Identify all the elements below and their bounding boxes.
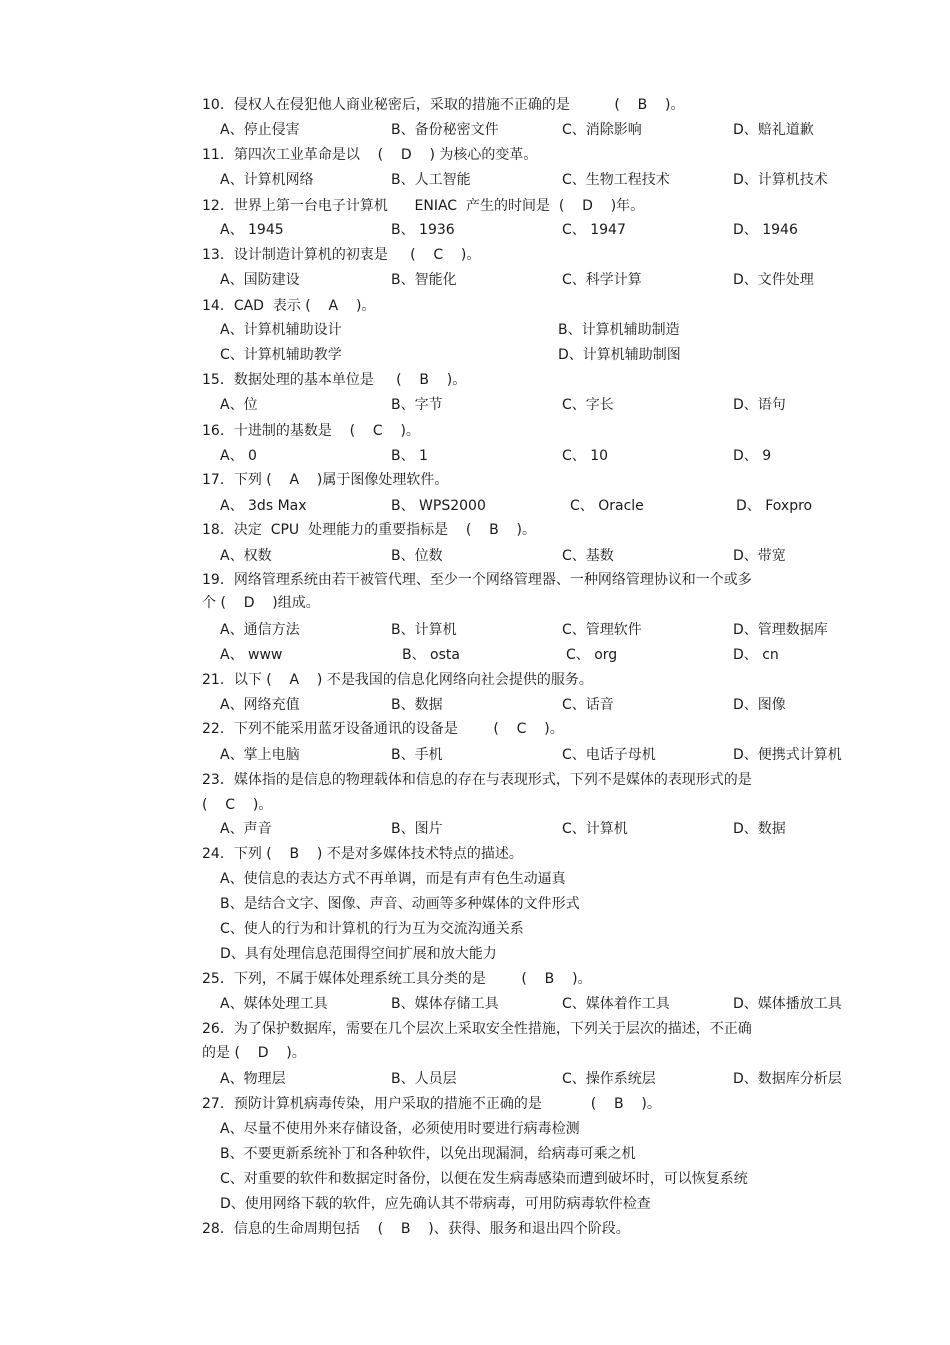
question-26-option-c: C、操作系统层 (562, 1071, 656, 1087)
question-22-option-d: D、便携式计算机 (733, 747, 842, 763)
question-19-stem-line-1: 19．网络管理系统由若干被管代理、至少一个网络管理器、一种网络管理协议和一个或多 (202, 572, 752, 588)
question-23-option-d: D、数据 (733, 821, 786, 837)
question-15-option-c: C、字长 (562, 397, 614, 413)
question-16-option-a: A、 0 (220, 448, 257, 464)
question-23-option-a: A、声音 (220, 821, 272, 837)
question-26-option-b: B、人员层 (391, 1071, 457, 1087)
question-17-stem: 17．下列 ( A )属于图像处理软件。 (202, 472, 449, 488)
question-25-option-a: A、媒体处理工具 (220, 996, 328, 1012)
question-27-option-b: B、不要更新系统补丁和各种软件，以免出现漏洞，给病毒可乘之机 (220, 1146, 636, 1162)
question-10-stem: 10．侵权人在侵犯他人商业秘密后，采取的措施不正确的是 ( B )。 (202, 97, 685, 113)
question-15-option-a: A、位 (220, 397, 258, 413)
question-19-option-d: D、管理数据库 (733, 622, 828, 638)
question-11-option-c: C、生物工程技术 (562, 172, 670, 188)
question-14-stem: 14．CAD 表示 ( A )。 (202, 298, 376, 314)
question-11-option-a: A、计算机网络 (220, 172, 314, 188)
question-18-option-b: B、位数 (391, 548, 443, 564)
question-23-option-c: C、计算机 (562, 821, 628, 837)
question-13-stem: 13．设计制造计算机的初衷是 ( C )。 (202, 247, 481, 263)
question-24-stem: 24．下列 ( B ) 不是对多媒体技术特点的描述。 (202, 846, 523, 862)
question-16-option-d: D、 9 (733, 448, 772, 464)
question-14-option-a: A、计算机辅助设计 (220, 322, 342, 338)
question-24-option-c: C、使人的行为和计算机的行为互为交流沟通关系 (220, 921, 524, 937)
question-24-option-b: B、是结合文字、图像、声音、动画等多种媒体的文件形式 (220, 896, 580, 912)
question-14-option-b: B、计算机辅助制造 (558, 322, 680, 338)
question-25-option-b: B、媒体存储工具 (391, 996, 499, 1012)
question-11-stem: 11．第四次工业革命是以 ( D ) 为核心的变革。 (202, 147, 538, 163)
question-19-option-c: C、管理软件 (562, 622, 642, 638)
question-21-option-b: B、数据 (391, 697, 443, 713)
question-10-option-a: A、停止侵害 (220, 122, 300, 138)
question-24-option-a: A、使信息的表达方式不再单调，而是有声有色生动逼真 (220, 871, 566, 887)
question-13-option-a: A、国防建设 (220, 272, 300, 288)
question-12-stem: 12．世界上第一台电子计算机 ENIAC 产生的时间是 ( D )年。 (202, 198, 645, 214)
question-16-option-c: C、 10 (562, 448, 609, 464)
question-17-option-b: B、 WPS2000 (391, 498, 486, 514)
question-10-option-c: C、消除影响 (562, 122, 642, 138)
question-26-option-a: A、物理层 (220, 1071, 286, 1087)
question-19-stem-line-2: 个 ( D )组成。 (202, 595, 320, 611)
question-21-stem: 21．以下 ( A ) 不是我国的信息化网络向社会提供的服务。 (202, 672, 593, 688)
question-16-stem: 16．十进制的基数是 ( C )。 (202, 423, 420, 439)
question-17-option-a: A、 3ds Max (220, 498, 307, 514)
question-19-option-b: B、计算机 (391, 622, 457, 638)
question-28-stem: 28．信息的生命周期包括 ( B )、获得、服务和退出四个阶段。 (202, 1221, 630, 1237)
question-12-option-d: D、 1946 (733, 222, 798, 238)
question-23-stem-line-2: ( C )。 (202, 797, 273, 813)
question-17-option-d: D、 Foxpro (736, 498, 813, 514)
question-18-option-c: C、基数 (562, 548, 614, 564)
question-11-option-b: B、人工智能 (391, 172, 471, 188)
question-26-stem-line-1: 26．为了保护数据库，需要在几个层次上采取安全性措施，下列关于层次的描述，不正确 (202, 1021, 752, 1037)
question-20-option-b: B、 osta (402, 647, 460, 663)
question-21-option-d: D、图像 (733, 697, 786, 713)
question-11-option-d: D、计算机技术 (733, 172, 828, 188)
question-23-option-b: B、图片 (391, 821, 443, 837)
question-13-option-c: C、科学计算 (562, 272, 642, 288)
question-20-option-d: D、 cn (733, 647, 779, 663)
question-21-option-c: C、话音 (562, 697, 614, 713)
question-14-option-c: C、计算机辅助教学 (220, 347, 342, 363)
question-12-option-b: B、 1936 (391, 222, 455, 238)
question-27-option-d: D、使用网络下载的软件，应先确认其不带病毒，可用防病毒软件检查 (220, 1196, 651, 1212)
question-19-option-a: A、通信方法 (220, 622, 300, 638)
question-24-option-d: D、具有处理信息范围得空间扩展和放大能力 (220, 946, 497, 962)
question-22-option-b: B、手机 (391, 747, 443, 763)
question-23-stem-line-1: 23．媒体指的是信息的物理载体和信息的存在与表现形式，下列不是媒体的表现形式的是 (202, 772, 752, 788)
question-18-option-a: A、权数 (220, 548, 272, 564)
question-13-option-d: D、文件处理 (733, 272, 814, 288)
question-20-option-a: A、 www (220, 647, 283, 663)
question-25-stem: 25．下列，不属于媒体处理系统工具分类的是 ( B )。 (202, 971, 592, 987)
question-16-option-b: B、 1 (391, 448, 428, 464)
question-22-option-a: A、掌上电脑 (220, 747, 300, 763)
question-20-option-c: C、 org (566, 647, 618, 663)
question-26-option-d: D、数据库分析层 (733, 1071, 842, 1087)
question-18-option-d: D、带宽 (733, 548, 786, 564)
question-25-option-c: C、媒体着作工具 (562, 996, 670, 1012)
question-21-option-a: A、网络充值 (220, 697, 300, 713)
question-18-stem: 18．决定 CPU 处理能力的重要指标是 ( B )。 (202, 522, 537, 538)
question-27-stem: 27．预防计算机病毒传染，用户采取的措施不正确的是 ( B )。 (202, 1096, 661, 1112)
question-27-option-c: C、对重要的软件和数据定时备份，以便在发生病毒感染而遭到破坏时，可以恢复系统 (220, 1171, 748, 1187)
question-10-option-b: B、备份秘密文件 (391, 122, 499, 138)
question-27-option-a: A、尽量不使用外来存储设备，必须使用时要进行病毒检测 (220, 1121, 580, 1137)
question-22-option-c: C、电话子母机 (562, 747, 656, 763)
question-12-option-c: C、 1947 (562, 222, 626, 238)
question-14-option-d: D、计算机辅助制图 (558, 347, 681, 363)
question-12-option-a: A、 1945 (220, 222, 284, 238)
question-17-option-c: C、 Oracle (570, 498, 644, 514)
question-15-option-b: B、字节 (391, 397, 443, 413)
question-10-option-d: D、赔礼道歉 (733, 122, 814, 138)
question-13-option-b: B、智能化 (391, 272, 457, 288)
question-25-option-d: D、媒体播放工具 (733, 996, 842, 1012)
question-26-stem-line-2: 的是 ( D )。 (202, 1045, 306, 1061)
question-22-stem: 22．下列不能采用蓝牙设备通讯的设备是 ( C )。 (202, 721, 564, 737)
question-15-option-d: D、语句 (733, 397, 786, 413)
question-15-stem: 15．数据处理的基本单位是 ( B )。 (202, 372, 467, 388)
